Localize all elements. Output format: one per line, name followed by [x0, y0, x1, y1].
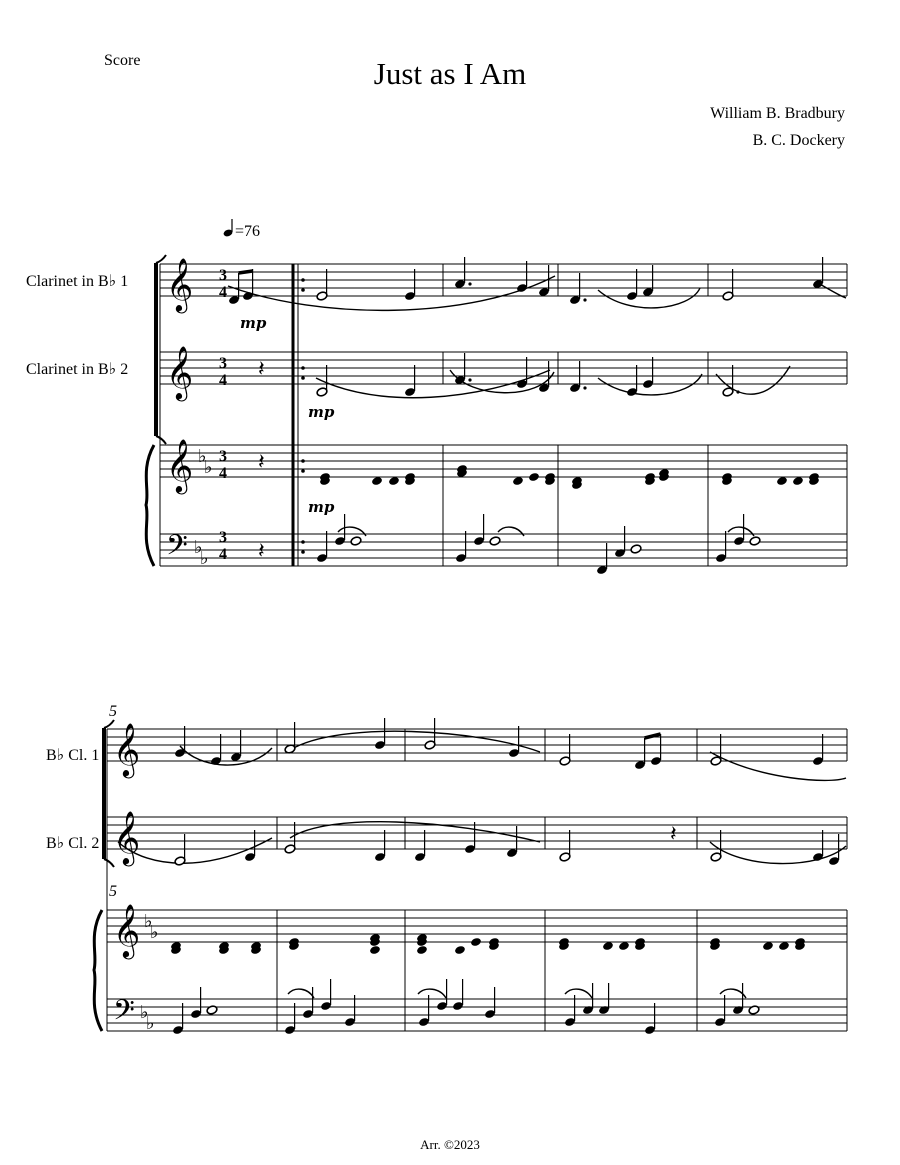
quarter-rest-icon: 𝄽 [258, 357, 265, 382]
quarter-rest-icon: 𝄽 [258, 450, 265, 475]
dynamic-mp: mp [308, 403, 335, 421]
quarter-rest-icon: 𝄽 [258, 539, 265, 564]
piece-title: Just as I Am [373, 56, 527, 91]
note-head [350, 536, 362, 546]
flat-icon: ♭ [200, 548, 209, 569]
treble-clef-icon: 𝄞 [166, 257, 194, 311]
flat-icon: ♭ [146, 1013, 155, 1034]
svg-text:3: 3 [219, 529, 227, 546]
svg-text:4: 4 [219, 546, 227, 563]
piano-brace [94, 910, 102, 1031]
flat-icon: ♭ [204, 457, 213, 478]
measure-number: 5 [109, 883, 117, 900]
flat-icon: ♭ [194, 537, 203, 558]
measure-number: 5 [109, 703, 117, 720]
note-head [749, 536, 761, 546]
note-head [748, 1005, 760, 1015]
instrument-name-clarinet-1: Clarinet in B♭ 1 [26, 273, 129, 290]
treble-clef-icon: 𝄞 [113, 903, 141, 957]
quarter-rest-icon: 𝄽 [670, 822, 677, 847]
composer-credit: William B. Bradbury [710, 105, 845, 122]
piano-brace [146, 445, 154, 566]
arranger-credit: B. C. Dockery [752, 132, 845, 149]
note-head [206, 1005, 218, 1015]
note-head [454, 945, 466, 955]
note-head [528, 472, 540, 482]
system-1 [26, 255, 847, 575]
svg-text:4: 4 [219, 372, 227, 389]
svg-text:3: 3 [219, 355, 227, 372]
treble-clef-icon: 𝄞 [113, 722, 141, 776]
dynamic-mp: mp [240, 314, 267, 332]
treble-clef-icon: 𝄞 [166, 438, 194, 492]
note-head [489, 536, 501, 546]
flat-icon: ♭ [144, 911, 153, 932]
svg-text:3: 3 [219, 448, 227, 465]
flat-icon: ♭ [198, 446, 207, 467]
tempo-marking [223, 219, 260, 240]
bass-clef-icon: 𝄢 [166, 529, 188, 569]
flat-icon: ♭ [140, 1002, 149, 1023]
note-head [369, 945, 381, 955]
note-head [416, 945, 428, 955]
svg-text:4: 4 [219, 284, 227, 301]
copyright-footer: Arr. ©2023 [420, 1137, 480, 1152]
instrument-name-clarinet-1-short: B♭ Cl. 1 [46, 747, 100, 764]
instrument-name-clarinet-2: Clarinet in B♭ 2 [26, 361, 129, 378]
svg-text:3: 3 [219, 267, 227, 284]
tempo-text: =76 [235, 223, 261, 240]
flat-icon: ♭ [150, 922, 159, 943]
svg-text:4: 4 [219, 465, 227, 482]
treble-clef-icon: 𝄞 [113, 810, 141, 864]
note-head [630, 544, 642, 554]
dynamic-mp: mp [308, 498, 335, 516]
time-signature [219, 267, 227, 563]
note-head [470, 937, 482, 947]
treble-clef-icon: 𝄞 [166, 345, 194, 399]
instrument-name-clarinet-2-short: B♭ Cl. 2 [46, 835, 100, 852]
system-2 [46, 703, 847, 1035]
bass-clef-icon: 𝄢 [113, 994, 135, 1034]
score-label: Score [104, 52, 141, 69]
